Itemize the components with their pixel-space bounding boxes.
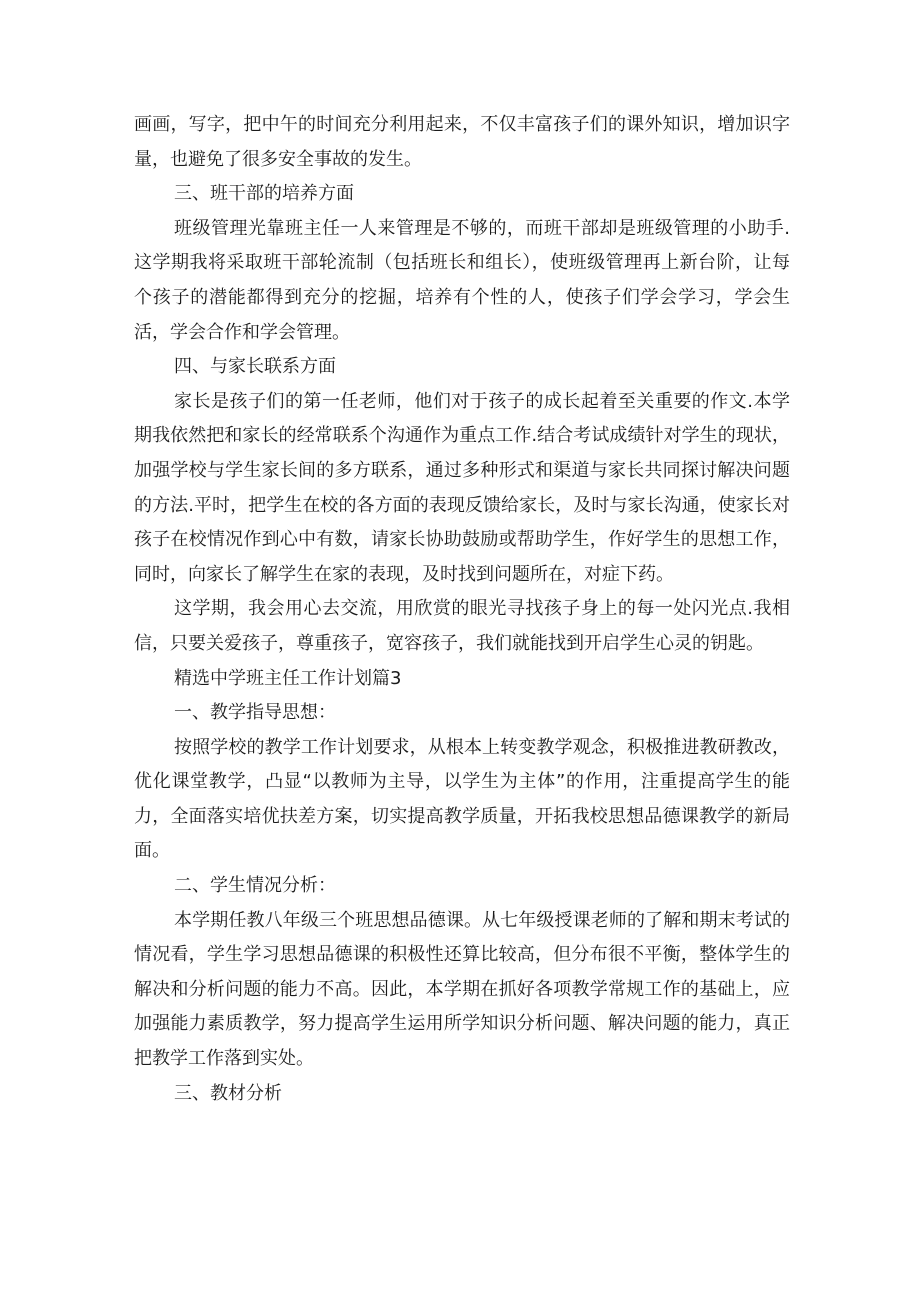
paragraph: 家长是孩子们的第一任老师，他们对于孩子的成长起着至关重要的作文.本学期我依然把和家长的经常联系个沟通作为重点工作.结合考试成绩针对学生的现状，加强学校与学生家长间的多方联系，通过多种形式和渠道与家长共同探讨解决问题的方法.平时，把学生在校的各方面的表现反馈给家长，及时与家长沟通，使家长对孩子在校情况作到心中有数，请家长协助鼓励或帮助学生，作好学生的思想工作，同时，向家长了解学生在家的表现，及时找到问题所在，对症下药。 <box>134 390 790 585</box>
paragraph: 这学期，我会用心去交流，用欣赏的眼光寻找孩子身上的每一处闪光点.我相信，只要关爱孩子，尊重孩子，宽容孩子，我们就能找到开启学生心灵的钥匙。 <box>134 598 790 654</box>
paragraph: 画画，写字，把中午的时间充分利用起来，不仅丰富孩子们的课外知识，增加识字量，也避免了很多安全事故的发生。 <box>134 114 790 170</box>
paragraph: 班级管理光靠班主任一人来管理是不够的，而班干部却是班级管理的小助手.这学期我将采取班干部轮流制（包括班长和组长），使班级管理再上新台阶，让每个孩子的潜能都得到充分的挖掘，培养有个性的人，使孩子们学会学习，学会生活，学会合作和学会管理。 <box>134 217 790 343</box>
document-title: 精选中学班主任工作计划篇3 <box>174 667 402 689</box>
section-heading: 四、与家长联系方面 <box>174 356 336 378</box>
paragraph: 按照学校的教学工作计划要求，从根本上转变教学观念，积极推进教研教改，优化课堂教学，凸显“以教师为主导，以学生为主体”的作用，注重提高学生的能力，全面落实培优扶差方案，切实提高教学质量，开拓我校思想品德课教学的新局面。 <box>134 736 790 862</box>
section-heading: 三、班干部的培养方面 <box>174 183 354 205</box>
section-heading: 二、学生情况分析： <box>174 875 336 897</box>
document-body <box>134 108 790 1111</box>
paragraph: 本学期任教八年级三个班思想品德课。从七年级授课老师的了解和期末考试的情况看，学生学习思想品德课的积极性还算比较高，但分布很不平衡，整体学生的解决和分析问题的能力不高。因此，本学期在抓好各项教学常规工作的基础上，应加强能力素质教学，努力提高学生运用所学知识分析问题、解决问题的能力，真正把教学工作落到实处。 <box>134 909 790 1070</box>
section-heading: 三、教材分析 <box>174 1082 282 1104</box>
section-heading: 一、教学指导思想： <box>174 702 336 724</box>
